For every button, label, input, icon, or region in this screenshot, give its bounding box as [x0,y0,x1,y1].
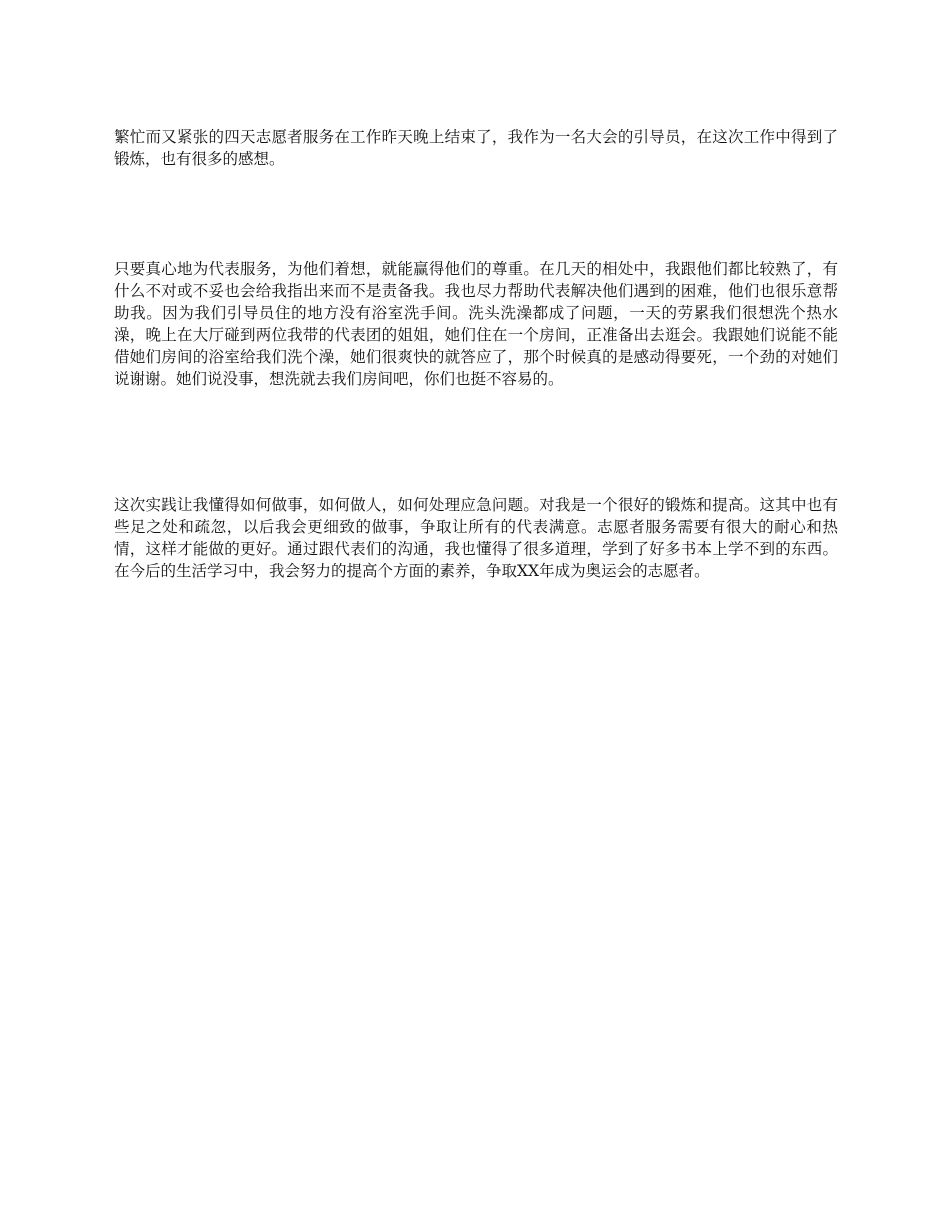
paragraph-intro: 繁忙而又紧张的四天志愿者服务在工作昨天晚上结束了，我作为一名大会的引导员，在这次工作中得到了锻炼，也有很多的感想。 [114,128,838,168]
paragraph-experience: 只要真心地为代表服务，为他们着想，就能赢得他们的尊重。在几天的相处中，我跟他们都比较熟了，有什么不对或不妥也会给我指出来而不是责备我。我也尽力帮助代表解决他们遇到的困难，他们也很乐意帮助我。因为我们引导员住的地方没有浴室洗手间。洗头洗澡都成了问题，一天的劳累我们很想洗个热水澡，晚上在大厅碰到两位我带的代表团的姐姐，她们住在一个房间，正准备出去逛会。我跟她们说能不能借她们房间的浴室给我们洗个澡，她们很爽快的就答应了，那个时候真的是感动得要死，一个劲的对她们说谢谢。她们说没事，想洗就去我们房间吧，你们也挺不容易的。 [114,260,838,388]
paragraph-conclusion: 这次实践让我懂得如何做事，如何做人，如何处理应急问题。对我是一个很好的锻炼和提高。这其中也有些足之处和疏忽，以后我会更细致的做事，争取让所有的代表满意。志愿者服务需要有很大的耐心和热情，这样才能做的更好。通过跟代表们的沟通，我也懂得了很多道理，学到了好多书本上学不到的东西。在今后的生活学习中，我会努力的提高个方面的素养，争取XX年成为奥运会的志愿者。 [114,496,838,580]
